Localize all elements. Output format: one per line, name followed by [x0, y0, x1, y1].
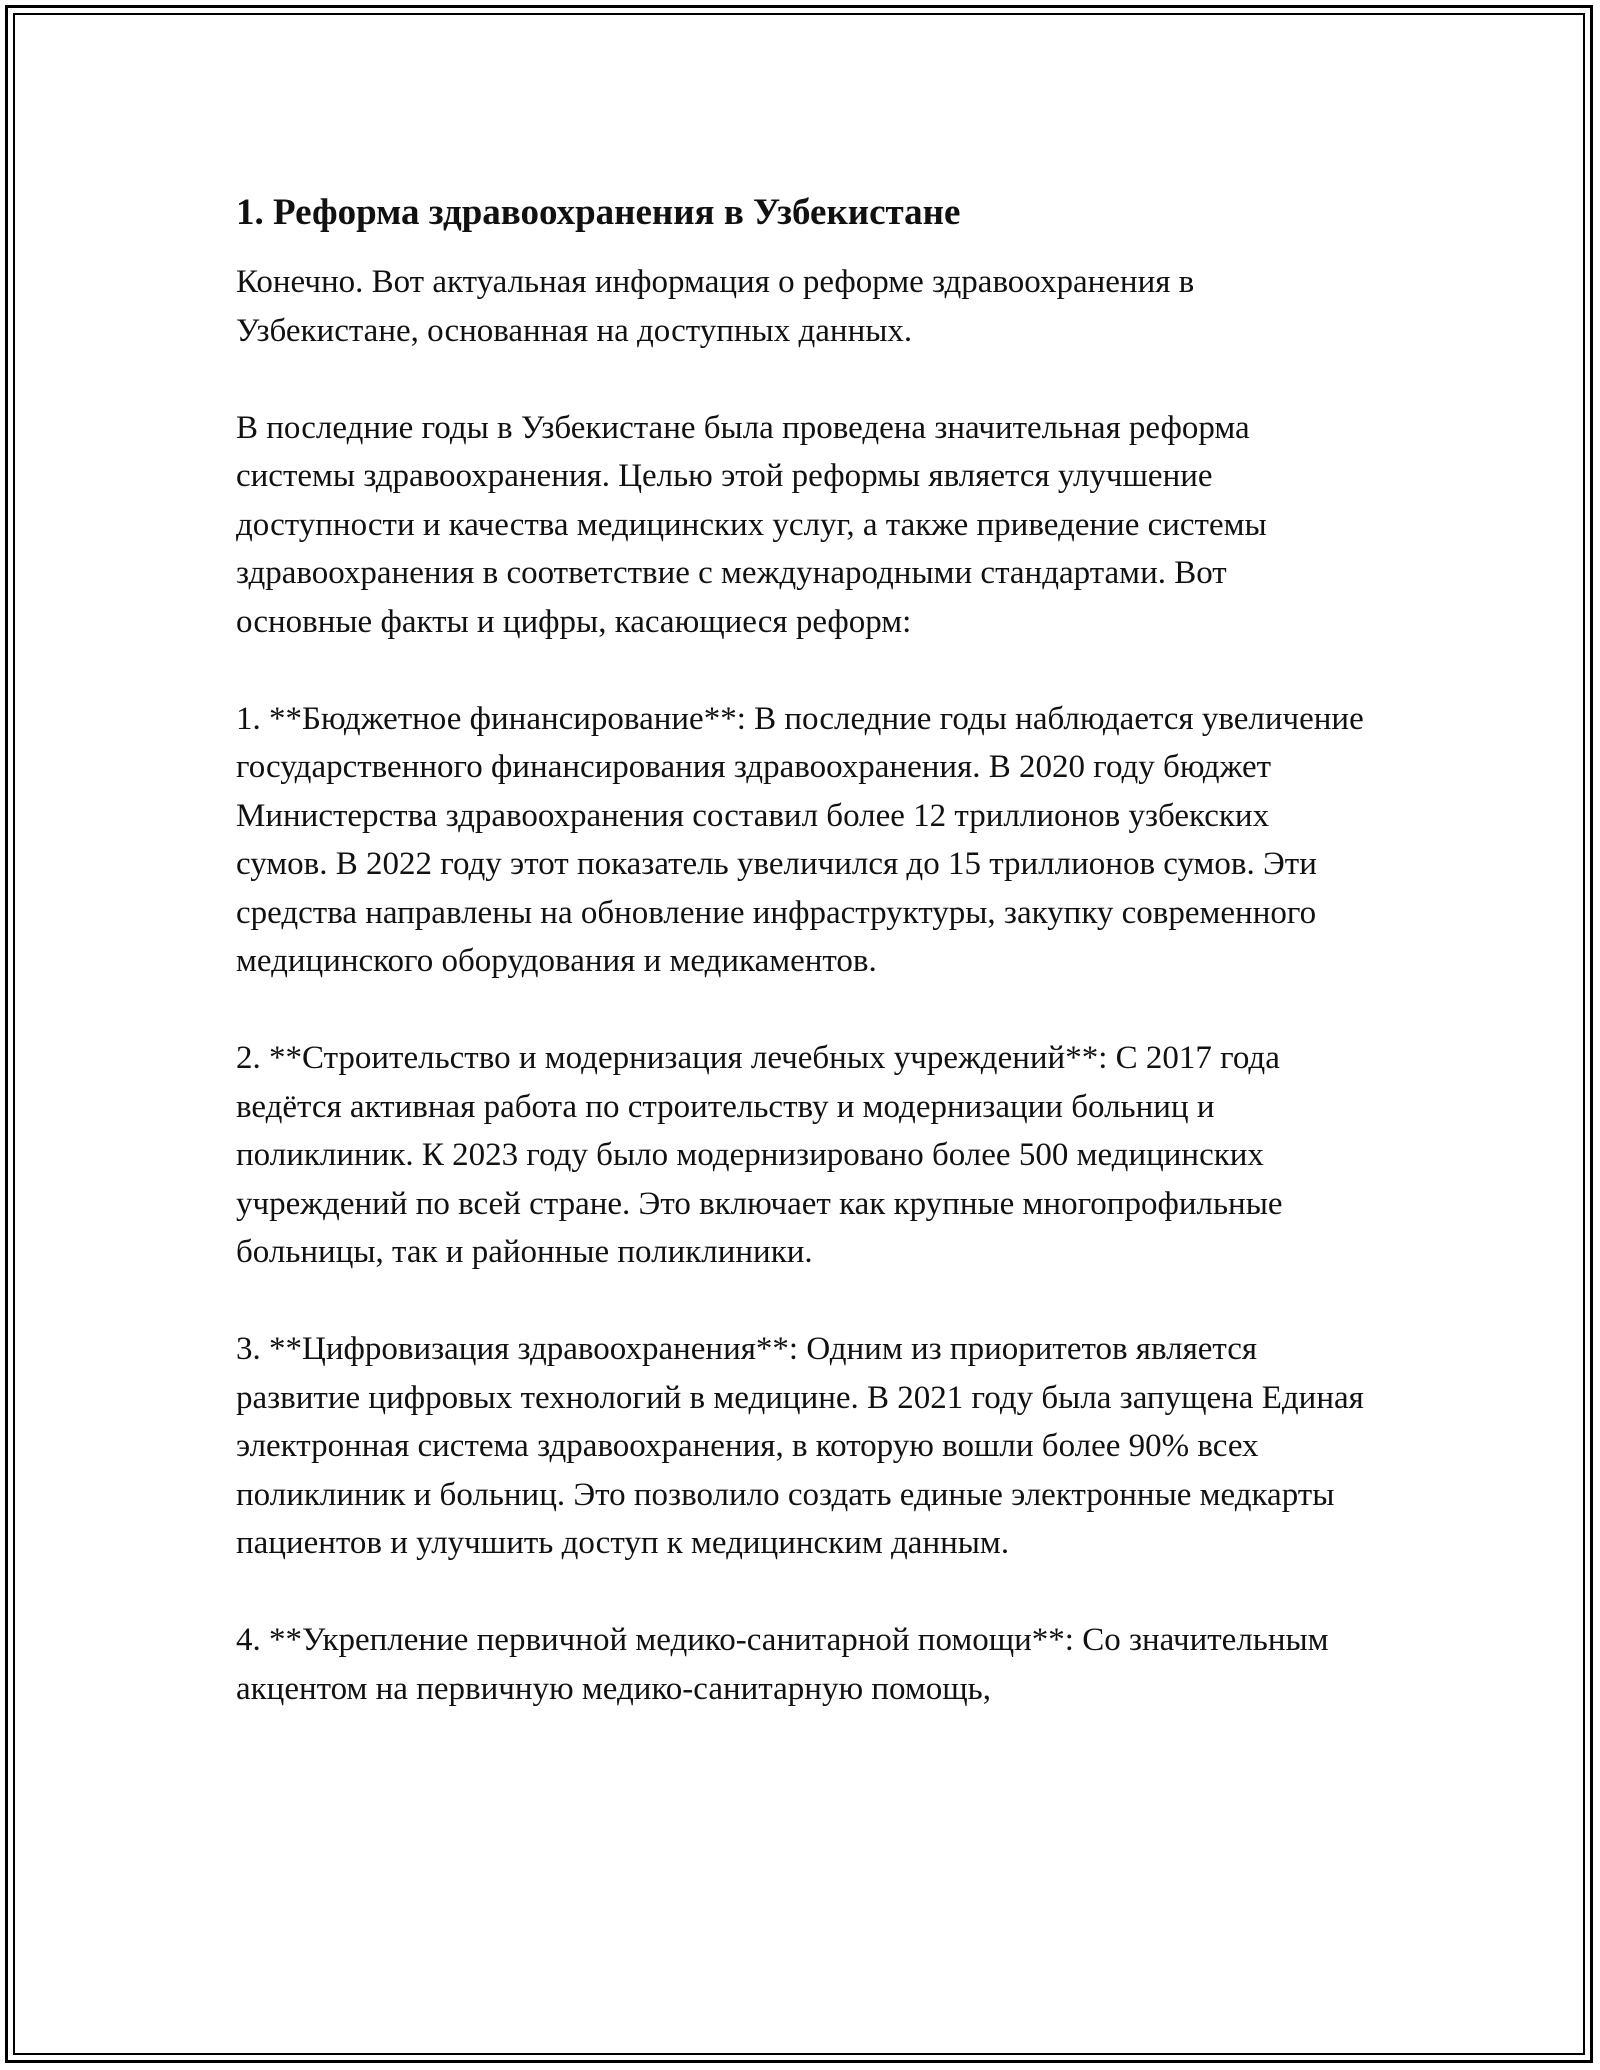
- document-title: 1. Реформа здравоохранения в Узбекистане: [236, 192, 961, 233]
- list-item-budget: 1. **Бюджетное финансирование**: В последние годы наблюдается увеличение государственного финансирования здравоохранения. В 2020 году бюджет Министерства здравоохранения составил более 12 триллионов узбекских сумов. В 2022 году этот показатель увеличился до 15 триллионов сумов. Эти средства направлены на обновление инфраструктуры, закупку современного медицинского оборудования и медикаментов.: [236, 700, 1364, 979]
- intro-paragraph: Конечно. Вот актуальная информация о реформе здравоохранения в Узбекистане, основанная на доступных данных.: [236, 264, 1195, 349]
- overview-paragraph: В последние годы в Узбекистане была проведена значительная реформа системы здравоохранения. Целью этой реформы является улучшение доступности и качества медицинских услуг, а также приведение системы здравоохранения в соответствие с международными стандартами. Вот основные факты и цифры, касающиеся реформ:: [236, 409, 1267, 640]
- document-page: [236, 188, 1366, 1713]
- list-item-construction: 2. **Строительство и модернизация лечебных учреждений**: С 2017 года ведётся активная работа по строительству и модернизации больниц и поликлиник. К 2023 году было модернизировано более 500 медицинских учреждений по всей стране. Это включает как крупные многопрофильные больницы, так и районные поликлиники.: [236, 1040, 1283, 1270]
- list-item-primary-care: 4. **Укрепление первичной медико-санитарной помощи**: Со значительным акцентом на первичную медико-санитарную помощь,: [236, 1622, 1329, 1707]
- list-item-digitalization: 3. **Цифровизация здравоохранения**: Одним из приоритетов является развитие цифровых технологий в медицине. В 2021 году была запущена Единая электронная система здравоохранения, в которую вошли более 90% всех поликлиник и больниц. Это позволило создать единые электронные медкарты пациентов и улучшить доступ к медицинским данным.: [236, 1331, 1364, 1561]
